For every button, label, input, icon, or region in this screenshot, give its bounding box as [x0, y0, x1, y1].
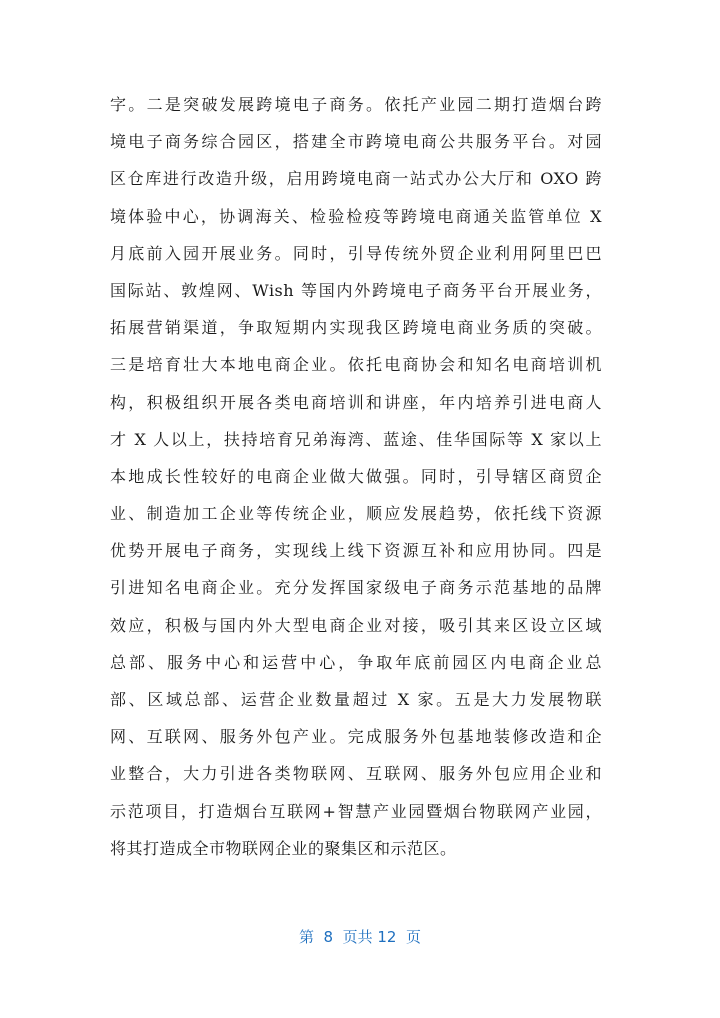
text-line: 构，积极组织开展各类电商培训和讲座，年内培养引进电商人: [110, 392, 602, 412]
body-text: [110, 86, 602, 867]
text-line: 区仓库进行改造升级，启用跨境电商一站式办公大厅和 OXO 跨: [110, 169, 602, 189]
text-line: 业、制造加工企业等传统企业，顺应发展趋势，依托线下资源: [110, 504, 602, 524]
text-line: 将其打造成全市物联网企业的聚集区和示范区。: [110, 838, 457, 858]
text-line: 业整合，大力引进各类物联网、互联网、服务外包应用企业和: [110, 764, 602, 784]
text-line: 才 X 人以上，扶持培育兄弟海湾、蓝途、佳华国际等 X 家以上: [110, 429, 602, 449]
text-line: 月底前入园开展业务。同时，引导传统外贸企业利用阿里巴巴: [110, 243, 602, 263]
text-line: 部、区域总部、运营企业数量超过 X 家。五是大力发展物联: [110, 690, 602, 709]
page-footer: 第 8 页共 12 页: [298, 928, 421, 946]
text-line: 网、互联网、服务外包产业。完成服务外包基地装修改造和企: [110, 727, 602, 747]
text-line: 字。二是突破发展跨境电子商务。依托产业园二期打造烟台跨: [110, 95, 602, 114]
text-line: 效应，积极与国内外大型电商企业对接，吸引其来区设立区域: [110, 615, 602, 635]
text-line: 优势开展电子商务，实现线上线下资源互补和应用协同。四是: [110, 541, 602, 561]
text-line: 总部、服务中心和运营中心，争取年底前园区内电商企业总: [110, 652, 602, 672]
text-line: 引进知名电商企业。充分发挥国家级电子商务示范基地的品牌: [110, 578, 602, 598]
text-line: 国际站、敦煌网、Wish 等国内外跨境电子商务平台开展业务，: [110, 280, 602, 300]
text-line: 境电子商务综合园区，搭建全市跨境电商公共服务平台。对园: [110, 132, 602, 152]
text-line: 拓展营销渠道，争取短期内实现我区跨境电商业务质的突破。: [110, 318, 602, 338]
text-line: 境体验中心，协调海关、检验检疫等跨境电商通关监管单位 X: [110, 206, 602, 226]
text-line: 本地成长性较好的电商企业做大做强。同时，引导辖区商贸企: [110, 466, 602, 486]
text-line: 示范项目，打造烟台互联网+智慧产业园暨烟台物联网产业园，: [110, 801, 602, 821]
text-line: 三是培育壮大本地电商企业。依托电商协会和知名电商培训机: [110, 355, 602, 375]
